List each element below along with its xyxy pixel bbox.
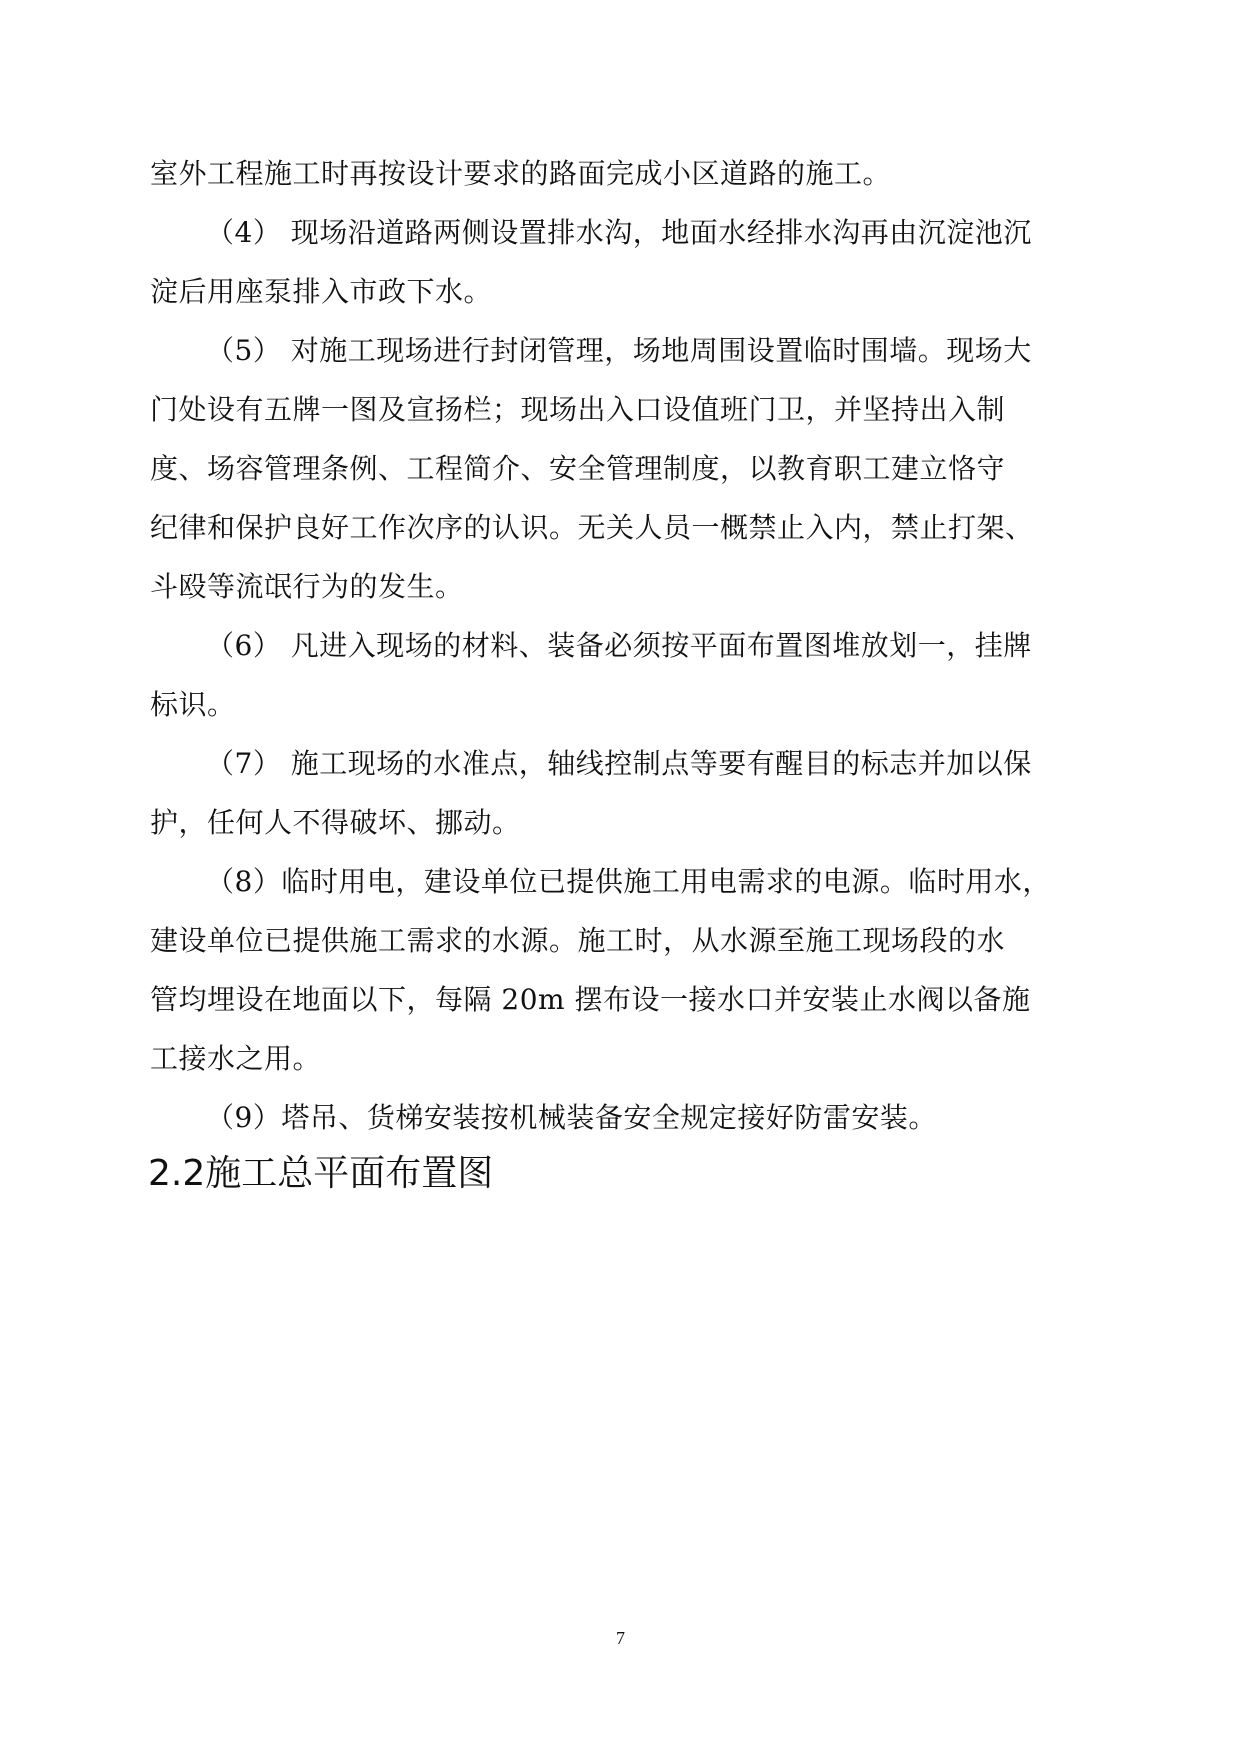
item-8-line-3: 管均埋设在地面以下，每隔 20m 摆布设一接水口并安装止水阀以备施 <box>150 983 1031 1016</box>
item-7-line-2: 护，任何人不得破坏、挪动。 <box>150 806 521 839</box>
item-5-line-2: 门处设有五牌一图及宣扬栏；现场出入口设值班门卫，并坚持出入制 <box>150 393 1006 426</box>
item-5-line-3: 度、场容管理条例、工程简介、安全管理制度，以教育职工建立恪守 <box>150 452 1006 485</box>
page-number: 7 <box>616 1628 625 1648</box>
item-6-line-1: （6） 凡进入现场的材料、装备必须按平面布置图堆放划一，挂牌 <box>206 629 1032 662</box>
item-5-line-1: （5） 对施工现场进行封闭管理，场地周围设置临时围墙。现场大 <box>206 334 1032 367</box>
item-8-line-1: （8）临时用电，建设单位已提供施工用电需求的电源。临时用水， <box>206 865 1051 898</box>
body-line-1: 室外工程施工时再按设计要求的路面完成小区道路的施工。 <box>150 157 892 190</box>
item-6-line-2: 标识。 <box>150 688 236 721</box>
item-5-line-5: 斗殴等流氓行为的发生。 <box>150 570 464 603</box>
section-heading: 2.2施工总平面布置图 <box>148 1153 494 1194</box>
item-9-line-1: （9）塔吊、货梯安装按机械装备安全规定接好防雷安装。 <box>206 1101 937 1134</box>
item-8-line-2: 建设单位已提供施工需求的水源。施工时，从水源至施工现场段的水 <box>150 924 1006 957</box>
item-4-line-1: （4） 现场沿道路两侧设置排水沟，地面水经排水沟再由沉淀池沉 <box>206 216 1032 249</box>
item-5-line-4: 纪律和保护良好工作次序的认识。无关人员一概禁止入内，禁止打架、 <box>150 511 1034 544</box>
item-7-line-1: （7） 施工现场的水准点，轴线控制点等要有醒目的标志并加以保 <box>206 747 1032 780</box>
item-8-line-4: 工接水之用。 <box>150 1042 322 1075</box>
item-4-line-2: 淀后用座泵排入市政下水。 <box>150 275 493 308</box>
